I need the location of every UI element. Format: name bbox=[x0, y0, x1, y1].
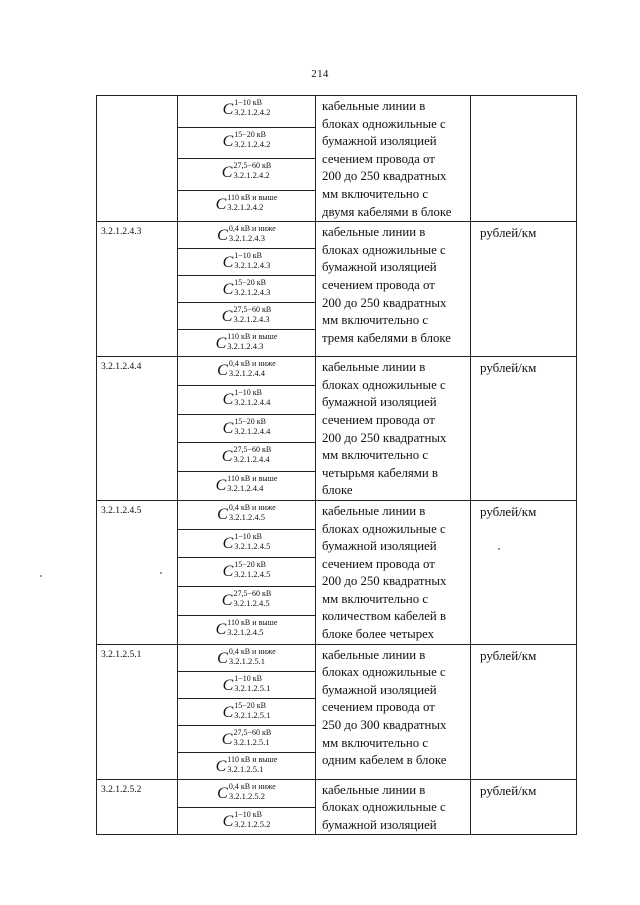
voltage-class: 1−10 кВ bbox=[234, 809, 262, 819]
tariff-table-body bbox=[97, 96, 577, 835]
description-line: мм включительно с bbox=[322, 313, 429, 328]
description-line: мм включительно с bbox=[322, 186, 429, 201]
rate-symbol-letter: C bbox=[217, 227, 228, 245]
voltage-class: 15−20 кВ bbox=[234, 129, 266, 139]
rate-symbol bbox=[222, 728, 271, 748]
rate-symbol bbox=[223, 251, 271, 271]
rate-index: 3.2.1.2.5.1 bbox=[228, 655, 265, 666]
description-line: сечением провода от bbox=[322, 556, 435, 571]
description-line: кабельные линии в bbox=[322, 647, 426, 662]
rate-index: 3.2.1.2.4.5 bbox=[228, 511, 265, 522]
rate-symbol-letter: C bbox=[221, 308, 233, 326]
rate-symbol-letter: C bbox=[215, 757, 227, 775]
rate-index: 3.2.1.2.4.4 bbox=[227, 483, 264, 494]
description-line: сечением провода от bbox=[322, 277, 435, 292]
description-line: блоках одножильные с bbox=[322, 800, 446, 815]
description-line: мм включительно с bbox=[322, 591, 429, 606]
rate-symbol-letter: C bbox=[222, 812, 234, 830]
rate-index: 3.2.1.2.4.5 bbox=[234, 540, 271, 551]
rate-symbol bbox=[223, 278, 271, 298]
rate-symbol-cell bbox=[178, 222, 316, 249]
rate-index: 3.2.1.2.5.1 bbox=[227, 763, 264, 774]
description-line: сечением провода от bbox=[322, 412, 435, 427]
rate-symbol bbox=[217, 647, 276, 667]
description-line: сечением провода от bbox=[322, 151, 435, 166]
rate-symbol-letter: C bbox=[217, 784, 228, 802]
rate-symbol-letter: C bbox=[222, 563, 234, 581]
voltage-class: 1−10 кВ bbox=[234, 531, 262, 541]
voltage-class: 0,4 кВ и ниже bbox=[228, 224, 276, 234]
description-line: кабельные линии в bbox=[322, 782, 426, 797]
rate-symbol-letter: C bbox=[221, 730, 233, 748]
description-line: кабельные линии в bbox=[322, 99, 426, 113]
rate-index: 3.2.1.2.4.3 bbox=[233, 314, 270, 325]
voltage-class: 0,4 кВ и ниже bbox=[228, 359, 276, 369]
rate-symbol-letter: C bbox=[222, 254, 234, 272]
item-code: 3.2.1.2.4.3 bbox=[97, 222, 178, 357]
rate-symbol-letter: C bbox=[222, 534, 234, 552]
description-line: 200 до 250 квадратных bbox=[322, 295, 447, 310]
rate-symbol bbox=[216, 193, 278, 213]
rate-symbol bbox=[222, 305, 271, 325]
rate-symbol-letter: C bbox=[221, 164, 233, 182]
tariff-row bbox=[97, 500, 577, 529]
description-line: одним кабелем в блоке bbox=[322, 753, 447, 768]
rate-symbol-letter: C bbox=[222, 132, 234, 150]
rate-index: 3.2.1.2.4.5 bbox=[234, 569, 271, 580]
voltage-class: 15−20 кВ bbox=[234, 278, 266, 288]
rate-symbol-cell bbox=[178, 190, 316, 222]
tariff-row bbox=[97, 779, 577, 807]
rate-symbol bbox=[216, 474, 278, 494]
page-number: 214 bbox=[311, 68, 329, 80]
rate-symbol bbox=[223, 98, 271, 118]
voltage-class: 110 кВ и выше bbox=[227, 617, 278, 627]
description-line: блоке более четырех bbox=[322, 627, 435, 642]
rate-symbol-cell bbox=[178, 671, 316, 698]
rate-symbol-letter: C bbox=[222, 101, 234, 118]
rate-symbol-cell bbox=[178, 385, 316, 414]
rate-symbol-letter: C bbox=[222, 703, 234, 721]
voltage-class: 0,4 кВ и ниже bbox=[228, 781, 276, 791]
description-line: блоках одножильные с bbox=[322, 242, 446, 257]
tariff-row bbox=[97, 357, 577, 386]
rate-symbol-cell bbox=[178, 330, 316, 357]
description-line: бумажной изоляцией bbox=[322, 539, 437, 554]
description-line: блоках одножильные с bbox=[322, 116, 446, 131]
description-line: бумажной изоляцией bbox=[322, 134, 437, 149]
item-code: 3.2.1.2.5.1 bbox=[97, 644, 178, 779]
rate-symbol bbox=[217, 782, 276, 802]
rate-symbol bbox=[222, 161, 271, 181]
rate-symbol-letter: C bbox=[222, 676, 234, 694]
tariff-table bbox=[96, 95, 577, 835]
description-line: блоке bbox=[322, 483, 353, 498]
rate-index: 3.2.1.2.4.4 bbox=[234, 396, 271, 407]
rate-index: 3.2.1.2.5.1 bbox=[233, 736, 270, 747]
rate-symbol-cell bbox=[178, 500, 316, 529]
rate-index: 3.2.1.2.4.4 bbox=[228, 368, 265, 379]
rate-symbol-cell bbox=[178, 779, 316, 807]
description-line: кабельные линии в bbox=[322, 225, 426, 240]
description-line: бумажной изоляцией bbox=[322, 395, 437, 410]
description-line: бумажной изоляцией bbox=[322, 260, 437, 275]
rate-symbol bbox=[217, 359, 276, 379]
voltage-class: 110 кВ и выше bbox=[227, 754, 278, 764]
description-line: 200 до 250 квадратных bbox=[322, 430, 447, 445]
rate-symbol bbox=[217, 224, 276, 244]
rate-index: 3.2.1.2.4.3 bbox=[234, 287, 271, 298]
description-line: кабельные линии в bbox=[322, 503, 426, 518]
rate-symbol-cell bbox=[178, 529, 316, 558]
rate-symbol bbox=[216, 755, 278, 775]
rate-symbol bbox=[222, 445, 271, 465]
item-code: 3.2.1.2.4.4 bbox=[97, 357, 178, 501]
rate-symbol-letter: C bbox=[222, 281, 234, 299]
voltage-class: 15−20 кВ bbox=[234, 560, 266, 570]
rate-symbol-cell bbox=[178, 807, 316, 835]
rate-index: 3.2.1.2.5.2 bbox=[234, 818, 271, 829]
tariff-row bbox=[97, 96, 577, 128]
item-code: 3.2.1.2.5.2 bbox=[97, 779, 178, 835]
description-line: четырьмя кабелями в bbox=[322, 465, 438, 480]
rate-index: 3.2.1.2.5.1 bbox=[234, 709, 271, 720]
item-unit bbox=[471, 96, 577, 222]
voltage-class: 1−10 кВ bbox=[234, 673, 262, 683]
tariff-row bbox=[97, 222, 577, 249]
rate-symbol-cell bbox=[178, 96, 316, 128]
item-unit: рублей/км bbox=[471, 222, 577, 357]
voltage-class: 15−20 кВ bbox=[234, 416, 266, 426]
rate-index: 3.2.1.2.4.5 bbox=[227, 626, 264, 637]
rate-symbol bbox=[217, 503, 276, 523]
item-description bbox=[316, 779, 471, 835]
rate-symbol-letter: C bbox=[221, 592, 233, 610]
rate-symbol-cell bbox=[178, 558, 316, 587]
rate-symbol-letter: C bbox=[222, 419, 234, 437]
item-description bbox=[316, 357, 471, 501]
description-line: бумажной изоляцией bbox=[322, 817, 437, 832]
voltage-class: 110 кВ и выше bbox=[227, 474, 278, 484]
rate-index: 3.2.1.2.5.1 bbox=[234, 682, 271, 693]
rate-symbol-letter: C bbox=[217, 649, 228, 667]
rate-symbol bbox=[223, 810, 271, 830]
rate-index: 3.2.1.2.4.4 bbox=[233, 454, 270, 465]
voltage-class: 27,5−60 кВ bbox=[233, 445, 272, 455]
rate-symbol-cell bbox=[178, 725, 316, 752]
voltage-class: 110 кВ и выше bbox=[227, 192, 278, 202]
scan-speck bbox=[498, 548, 500, 550]
scan-speck bbox=[40, 575, 42, 577]
item-unit: рублей/км bbox=[471, 500, 577, 644]
rate-symbol bbox=[223, 417, 271, 437]
description-line: блоках одножильные с bbox=[322, 521, 446, 536]
rate-index: 3.2.1.2.5.2 bbox=[228, 790, 265, 801]
rate-symbol bbox=[216, 332, 278, 352]
rate-symbol-letter: C bbox=[221, 448, 233, 466]
rate-symbol-letter: C bbox=[217, 362, 228, 380]
item-unit: рублей/км bbox=[471, 644, 577, 779]
description-line: 200 до 250 квадратных bbox=[322, 574, 447, 589]
voltage-class: 27,5−60 кВ bbox=[233, 305, 272, 315]
item-code bbox=[97, 96, 178, 222]
item-description bbox=[316, 96, 471, 222]
rate-symbol-letter: C bbox=[215, 195, 227, 213]
rate-symbol bbox=[223, 532, 271, 552]
voltage-class: 110 кВ и выше bbox=[227, 332, 278, 342]
voltage-class: 1−10 кВ bbox=[234, 98, 262, 107]
voltage-class: 0,4 кВ и ниже bbox=[228, 646, 276, 656]
item-description bbox=[316, 644, 471, 779]
rate-symbol-cell bbox=[178, 276, 316, 303]
description-line: мм включительно с bbox=[322, 735, 429, 750]
rate-symbol-cell bbox=[178, 303, 316, 330]
rate-symbol-cell bbox=[178, 443, 316, 472]
description-line: кабельные линии в bbox=[322, 360, 426, 375]
rate-symbol-cell bbox=[178, 414, 316, 443]
item-code: 3.2.1.2.4.5 bbox=[97, 500, 178, 644]
rate-symbol bbox=[216, 618, 278, 638]
item-description bbox=[316, 222, 471, 357]
rate-symbol bbox=[223, 701, 271, 721]
rate-symbol-cell bbox=[178, 357, 316, 386]
rate-symbol bbox=[222, 589, 271, 609]
description-line: сечением провода от bbox=[322, 700, 435, 715]
rate-symbol-cell bbox=[178, 587, 316, 616]
rate-symbol-letter: C bbox=[215, 620, 227, 638]
item-description bbox=[316, 500, 471, 644]
rate-symbol-cell bbox=[178, 159, 316, 191]
rate-index: 3.2.1.2.4.3 bbox=[228, 233, 265, 244]
rate-symbol-cell bbox=[178, 127, 316, 159]
voltage-class: 27,5−60 кВ bbox=[233, 589, 272, 599]
rate-symbol-letter: C bbox=[215, 477, 227, 495]
rate-index: 3.2.1.2.4.5 bbox=[233, 598, 270, 609]
description-line: количеством кабелей в bbox=[322, 609, 447, 624]
rate-symbol bbox=[223, 130, 271, 150]
rate-symbol-cell bbox=[178, 752, 316, 779]
tariff-row bbox=[97, 644, 577, 671]
voltage-class: 15−20 кВ bbox=[234, 700, 266, 710]
rate-symbol bbox=[223, 560, 271, 580]
rate-symbol-cell bbox=[178, 698, 316, 725]
rate-symbol-cell bbox=[178, 249, 316, 276]
rate-index: 3.2.1.2.4.3 bbox=[234, 260, 271, 271]
rate-index: 3.2.1.2.4.2 bbox=[234, 107, 271, 117]
rate-index: 3.2.1.2.4.2 bbox=[233, 170, 270, 181]
rate-symbol-cell bbox=[178, 615, 316, 644]
description-line: 200 до 250 квадратных bbox=[322, 169, 447, 184]
description-line: блоках одножильные с bbox=[322, 377, 446, 392]
rate-symbol bbox=[223, 674, 271, 694]
description-line: двумя кабелями в блоке bbox=[322, 204, 452, 219]
description-line: бумажной изоляцией bbox=[322, 682, 437, 697]
rate-symbol-cell bbox=[178, 472, 316, 501]
description-line: блоках одножильные с bbox=[322, 665, 446, 680]
description-line: 250 до 300 квадратных bbox=[322, 718, 447, 733]
rate-index: 3.2.1.2.4.4 bbox=[234, 425, 271, 436]
scan-speck bbox=[160, 572, 162, 574]
item-unit: рублей/км bbox=[471, 779, 577, 835]
rate-symbol-cell bbox=[178, 644, 316, 671]
rate-symbol-letter: C bbox=[217, 505, 228, 523]
voltage-class: 1−10 кВ bbox=[234, 251, 262, 261]
rate-symbol bbox=[223, 388, 271, 408]
voltage-class: 27,5−60 кВ bbox=[233, 161, 272, 171]
description-line: тремя кабелями в блоке bbox=[322, 330, 451, 345]
item-unit: рублей/км bbox=[471, 357, 577, 501]
rate-index: 3.2.1.2.4.2 bbox=[234, 138, 271, 149]
rate-symbol-letter: C bbox=[222, 390, 234, 408]
rate-index: 3.2.1.2.4.3 bbox=[227, 341, 264, 352]
voltage-class: 1−10 кВ bbox=[234, 387, 262, 397]
rate-symbol-letter: C bbox=[215, 335, 227, 353]
rate-index: 3.2.1.2.4.2 bbox=[227, 201, 264, 212]
description-line: мм включительно с bbox=[322, 448, 429, 463]
voltage-class: 0,4 кВ и ниже bbox=[228, 502, 276, 512]
voltage-class: 27,5−60 кВ bbox=[233, 727, 272, 737]
